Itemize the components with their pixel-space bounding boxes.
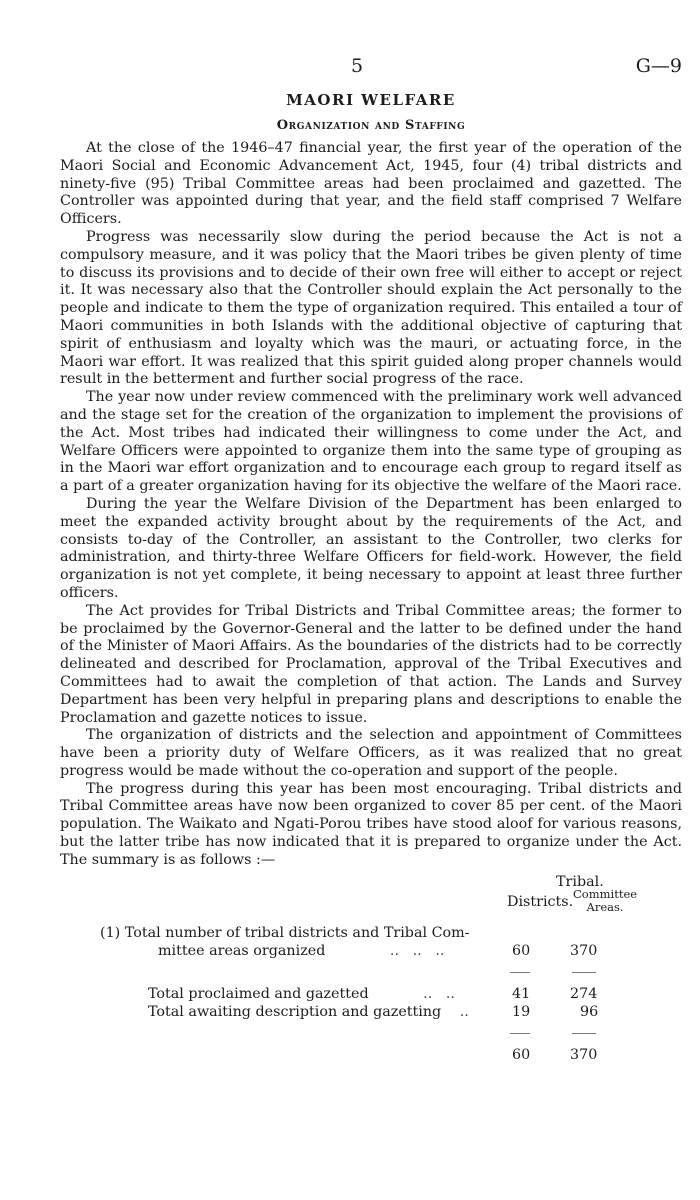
paragraph-7: The progress during this year has been most encouraging. Tribal districts and Tribal Committee areas have now been organized to cover 85 per cent. of the Maori population. The Waikato and Ngati-Porou tribes have stood aloof for various reasons, but the latter tribe has now indicated that it is prepared to organize under the Act. The summary is as follows :— — [60, 780, 682, 868]
section-subtitle: Organization and Staffing — [276, 118, 466, 133]
column-header-districts: Districts. — [507, 893, 574, 910]
summary-row-1-label-line1: (1) Total number of tribal districts and Tribal Com- — [100, 924, 470, 941]
summary-row-1-label-line2 — [158, 943, 444, 961]
column-header-committee-line2: Areas. — [586, 899, 624, 914]
summary-row-3-label: Total awaiting description and gazetting — [148, 1003, 442, 1020]
column-header-committee-areas — [573, 888, 637, 914]
summary-row-3-leaders: .. — [459, 1003, 469, 1020]
paragraph-5: The Act provides for Tribal Districts and Tribal Committee areas; the former to be proclaimed by the Governor-General and the latter to be defined under the hand of the Minister of Maori Affairs. As the boundaries of the districts had to be correctly delineated and described for Proclamation, approval of the Tribal Executives and Committees had to await the completion of that action. The Lands and Survey Department has been very helpful in preparing plans and descriptions to enable the Proclamation and gazette notices to issue. — [60, 602, 682, 726]
rule-areas-1 — [572, 972, 596, 973]
summary-row-2-areas: 274 — [570, 985, 598, 1002]
paragraph-4: During the year the Welfare Division of the Department has been enlarged to meet the expanded activity brought about by the requirements of the Act, and consists to-day of the Controller, an assistant to the Controller, two clerks for administration, and thirty-three Welfare Officers for field-work. However, the field organization is not yet complete, it being necessary to appoint at least three further officers. — [60, 495, 682, 601]
summary-total-areas: 370 — [570, 1046, 598, 1063]
rule-districts-1 — [510, 972, 530, 973]
page-number: 5 — [351, 55, 364, 77]
column-group-header: Tribal. — [556, 873, 604, 890]
body-text — [60, 140, 682, 870]
summary-row-1-leaders: .. .. .. — [389, 942, 445, 959]
summary-table — [60, 870, 682, 1200]
paragraph-3: The year now under review commenced with the preliminary work well advanced and the stage set for the creation of the organization to implement the provisions of the Act. Most tribes had indicated their willingness to come under the Act, and Welfare Officers were appointed to organize them into the same type of grouping as in the Maori war effort organization and to encourage each group to regard itself as a part of a greater organization having for its objective the welfare of the Maori race. — [60, 389, 682, 495]
page-header — [60, 0, 682, 90]
rule-areas-2 — [572, 1033, 596, 1034]
document-page — [60, 0, 682, 1200]
summary-total-districts: 60 — [512, 1046, 531, 1063]
summary-row-1-areas: 370 — [570, 942, 598, 959]
paragraph-2: Progress was necessarily slow during the period because the Act is not a compulsory measure, and it was policy that the Maori tribes be given plenty of time to discuss its provisions and to decide of their own free will either to accept or reject it. It was necessary also that the Controller should explain the Act personally to the people and indicate to them the type of organization required. This entailed a tour of Maori communities in both Islands with the additional objective of capturing that spirit of enthusiasm and loyalty which was the mauri, or actuating force, in the Maori war effort. It was realized that this spirit guided along proper channels would result in the betterment and further social progress of the race. — [60, 228, 682, 388]
summary-row-3-label-cell — [148, 1004, 469, 1022]
rule-districts-2 — [510, 1033, 530, 1034]
column-header-committee-line1: Committee — [573, 886, 638, 901]
summary-row-2-leaders: .. .. — [423, 985, 455, 1002]
document-code: G—9 — [635, 55, 682, 77]
section-title: MAORI WELFARE — [286, 91, 456, 109]
summary-row-2-districts: 41 — [512, 985, 531, 1002]
summary-row-2-label-cell — [148, 986, 455, 1004]
summary-row-1-districts: 60 — [512, 942, 531, 959]
summary-row-3-areas: 96 — [580, 1003, 599, 1020]
summary-row-2-label: Total proclaimed and gazetted — [148, 985, 369, 1002]
paragraph-6: The organization of districts and the selection and appointment of Committees have been a priority duty of Welfare Officers, as it was realized that no great progress would be made without the co-operation and support of the people. — [60, 727, 682, 779]
paragraph-1: At the close of the 1946–47 financial year, the first year of the operation of the Maori Social and Economic Advancement Act, 1945, four (4) tribal districts and ninety-five (95) Tribal Committee areas had been proclaimed and gazetted. The Controller was appointed during that year, and the field staff comprised 7 Welfare Officers. — [60, 140, 682, 228]
summary-row-1-label: mittee areas organized — [158, 942, 326, 959]
summary-row-3-districts: 19 — [512, 1003, 531, 1020]
